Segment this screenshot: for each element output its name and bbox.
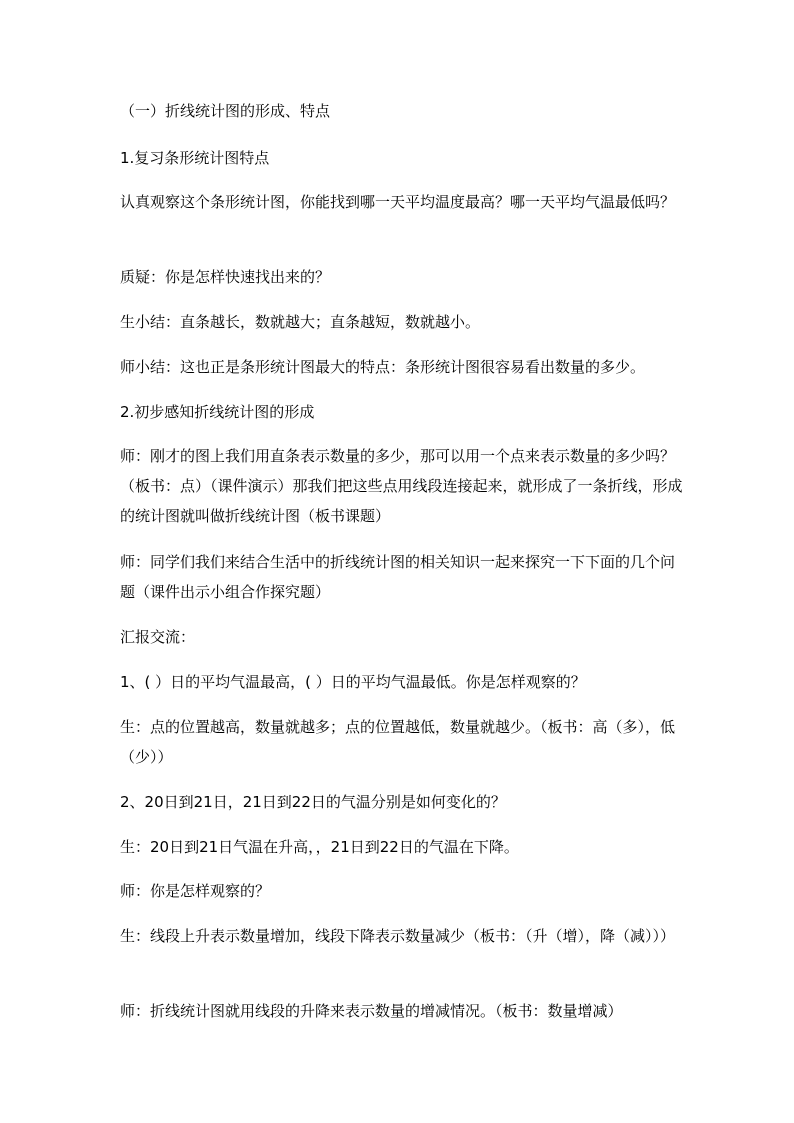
paragraph-report-title: 汇报交流：: [120, 628, 196, 646]
teacher-conclusion: 师：折线统计图就用线段的升降来表示数量的增减情况。（板书：数量增减）: [120, 1002, 623, 1020]
paragraph-explore: 师：同学们我们来结合生活中的折线统计图的相关知识一起来探究一下下面的几个问题（课件出示小组合作探究题）: [120, 553, 676, 601]
section-heading: （一）折线统计图的形成、特点: [120, 102, 331, 120]
question-2: 2、20日到21日，21日到22日的气温分别是如何变化的？: [120, 793, 506, 811]
teacher-question: 师：你是怎样观察的？: [120, 882, 271, 900]
paragraph-question: 质疑：你是怎样快速找出来的？: [120, 268, 331, 286]
question-1: 1、( ）日的平均气温最高，( ）日的平均气温最低。你是怎样观察的？: [120, 673, 586, 691]
answer-1: 生：点的位置越高，数量就越多；点的位置越低，数量就越少。（板书：高（多），低（少））: [120, 718, 676, 766]
subsection-heading-2: 2.初步感知折线统计图的形成: [120, 403, 315, 421]
answer-2: 生：20日到21日气温在升高，，21日到22日的气温在下降。: [120, 838, 519, 856]
student-answer: 生：线段上升表示数量增加，线段下降表示数量减少（板书：（升（增），降（减）））: [120, 927, 676, 945]
paragraph-formation: 师：刚才的图上我们用直条表示数量的多少，那可以用一个点来表示数量的多少吗？（板书：点）（课件演示）那我们把这些点用线段连接起来，就形成了一条折线，形成的统计图就叫做折线统计图（板书课题）: [120, 447, 683, 525]
subsection-heading-1: 1.复习条形统计图特点: [120, 149, 270, 167]
paragraph-teacher-summary: 师小结：这也正是条形统计图最大的特点：条形统计图很容易看出数量的多少。: [120, 358, 646, 376]
paragraph-observe: 认真观察这个条形统计图，你能找到哪一天平均温度最高？哪一天平均气温最低吗？: [120, 193, 676, 211]
paragraph-student-summary: 生小结：直条越长，数就越大；直条越短，数就越小。: [120, 313, 481, 331]
